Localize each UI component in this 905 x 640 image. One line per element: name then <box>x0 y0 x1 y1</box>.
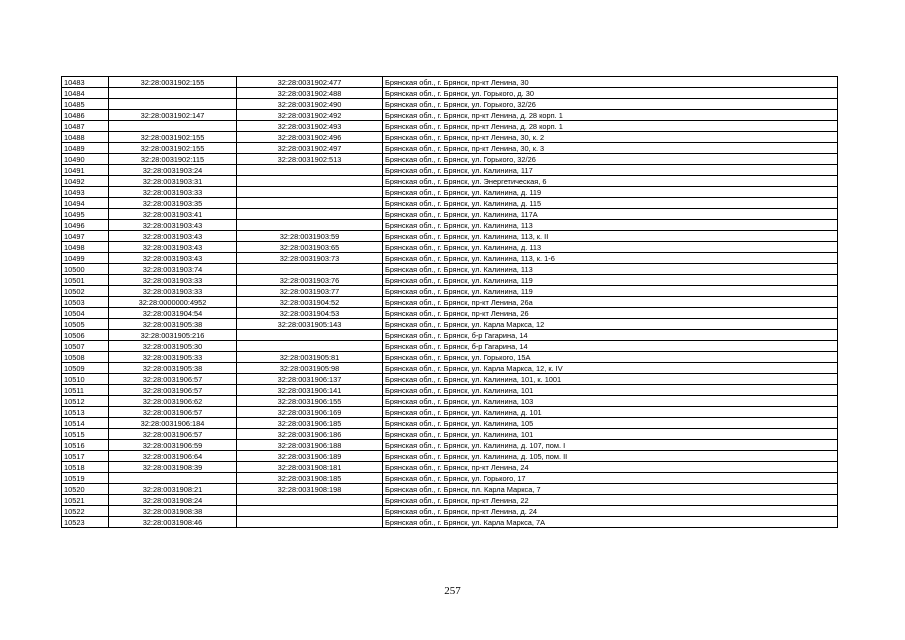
table-row <box>62 473 838 484</box>
parcel-number-cell: 32:28:0031903:33 <box>109 187 237 198</box>
table-row <box>62 341 838 352</box>
parcel-number-cell: 32:28:0031903:31 <box>109 176 237 187</box>
parcel-number-cell: 32:28:0031908:21 <box>109 484 237 495</box>
table-row <box>62 451 838 462</box>
building-number-cell: 32:28:0031906:188 <box>237 440 383 451</box>
address-cell: Брянская обл., г. Брянск, ул. Горького, 17 <box>383 473 838 484</box>
table-row <box>62 220 838 231</box>
row-number-cell: 10487 <box>62 121 109 132</box>
parcel-number-cell: 32:28:0031905:38 <box>109 319 237 330</box>
parcel-number-cell: 32:28:0031906:57 <box>109 407 237 418</box>
table-row <box>62 77 838 88</box>
address-cell: Брянская обл., г. Брянск, ул. Калинина, 117 <box>383 165 838 176</box>
page-number: 257 <box>444 585 461 597</box>
row-number-cell: 10506 <box>62 330 109 341</box>
row-number-cell: 10494 <box>62 198 109 209</box>
parcel-number-cell: 32:28:0031905:33 <box>109 352 237 363</box>
row-number-cell: 10495 <box>62 209 109 220</box>
building-number-cell: 32:28:0031902:496 <box>237 132 383 143</box>
row-number-cell: 10492 <box>62 176 109 187</box>
row-number-cell: 10510 <box>62 374 109 385</box>
row-number-cell: 10516 <box>62 440 109 451</box>
table-row <box>62 407 838 418</box>
address-cell: Брянская обл., г. Брянск, б-р Гагарина, 14 <box>383 341 838 352</box>
building-number-cell <box>237 198 383 209</box>
building-number-cell: 32:28:0031906:189 <box>237 451 383 462</box>
parcel-number-cell: 32:28:0031908:24 <box>109 495 237 506</box>
address-cell: Брянская обл., г. Брянск, ул. Карла Маркса, 7А <box>383 517 838 528</box>
row-number-cell: 10519 <box>62 473 109 484</box>
parcel-number-cell: 32:28:0031905:38 <box>109 363 237 374</box>
address-cell: Брянская обл., г. Брянск, ул. Калинина, 113, к. 1-6 <box>383 253 838 264</box>
parcel-number-cell <box>109 121 237 132</box>
row-number-cell: 10515 <box>62 429 109 440</box>
row-number-cell: 10513 <box>62 407 109 418</box>
address-cell: Брянская обл., г. Брянск, ул. Калинина, 105 <box>383 418 838 429</box>
row-number-cell: 10504 <box>62 308 109 319</box>
address-cell: Брянская обл., г. Брянск, пр-кт Ленина, 30, к. 2 <box>383 132 838 143</box>
parcel-number-cell: 32:28:0031903:43 <box>109 220 237 231</box>
table-row <box>62 253 838 264</box>
row-number-cell: 10522 <box>62 506 109 517</box>
table-row <box>62 132 838 143</box>
address-cell: Брянская обл., г. Брянск, ул. Горького, д. 30 <box>383 88 838 99</box>
address-cell: Брянская обл., г. Брянск, пр-кт Ленина, 22 <box>383 495 838 506</box>
parcel-number-cell: 32:28:0031902:155 <box>109 143 237 154</box>
parcel-number-cell: 32:28:0031906:62 <box>109 396 237 407</box>
address-cell: Брянская обл., г. Брянск, ул. Калинина, 101 <box>383 429 838 440</box>
building-number-cell: 32:28:0031903:77 <box>237 286 383 297</box>
row-number-cell: 10499 <box>62 253 109 264</box>
address-cell: Брянская обл., г. Брянск, ул. Калинина, д. 119 <box>383 187 838 198</box>
table-row <box>62 330 838 341</box>
row-number-cell: 10523 <box>62 517 109 528</box>
address-cell: Брянская обл., г. Брянск, пл. Карла Маркса, 7 <box>383 484 838 495</box>
building-number-cell: 32:28:0031908:185 <box>237 473 383 484</box>
building-number-cell <box>237 187 383 198</box>
parcel-number-cell <box>109 473 237 484</box>
building-number-cell: 32:28:0031906:155 <box>237 396 383 407</box>
row-number-cell: 10496 <box>62 220 109 231</box>
registry-table <box>61 76 838 528</box>
address-cell: Брянская обл., г. Брянск, ул. Калинина, 119 <box>383 286 838 297</box>
address-cell: Брянская обл., г. Брянск, ул. Энергетическая, 6 <box>383 176 838 187</box>
row-number-cell: 10511 <box>62 385 109 396</box>
building-number-cell: 32:28:0031902:477 <box>237 77 383 88</box>
address-cell: Брянская обл., г. Брянск, ул. Калинина, д. 113 <box>383 242 838 253</box>
building-number-cell: 32:28:0031902:493 <box>237 121 383 132</box>
parcel-number-cell: 32:28:0031903:33 <box>109 286 237 297</box>
address-cell: Брянская обл., г. Брянск, ул. Калинина, 103 <box>383 396 838 407</box>
table-row <box>62 385 838 396</box>
building-number-cell: 32:28:0031903:65 <box>237 242 383 253</box>
building-number-cell: 32:28:0031902:488 <box>237 88 383 99</box>
building-number-cell: 32:28:0031905:81 <box>237 352 383 363</box>
table-row <box>62 484 838 495</box>
table-row <box>62 99 838 110</box>
table-row <box>62 308 838 319</box>
row-number-cell: 10490 <box>62 154 109 165</box>
parcel-number-cell: 32:28:0031903:43 <box>109 231 237 242</box>
parcel-number-cell: 32:28:0031906:59 <box>109 440 237 451</box>
building-number-cell: 32:28:0031904:52 <box>237 297 383 308</box>
building-number-cell: 32:28:0031905:98 <box>237 363 383 374</box>
address-cell: Брянская обл., г. Брянск, ул. Калинина, 119 <box>383 275 838 286</box>
address-cell: Брянская обл., г. Брянск, пр-кт Ленина, д. 24 <box>383 506 838 517</box>
table-row <box>62 495 838 506</box>
address-cell: Брянская обл., г. Брянск, ул. Карла Маркса, 12 <box>383 319 838 330</box>
address-cell: Брянская обл., г. Брянск, ул. Калинина, д. 115 <box>383 198 838 209</box>
parcel-number-cell: 32:28:0031903:33 <box>109 275 237 286</box>
row-number-cell: 10489 <box>62 143 109 154</box>
table-row <box>62 143 838 154</box>
address-cell: Брянская обл., г. Брянск, ул. Горького, 15А <box>383 352 838 363</box>
parcel-number-cell: 32:28:0031906:57 <box>109 374 237 385</box>
building-number-cell: 32:28:0031904:53 <box>237 308 383 319</box>
building-number-cell: 32:28:0031902:490 <box>237 99 383 110</box>
building-number-cell <box>237 341 383 352</box>
address-cell: Брянская обл., г. Брянск, пр-кт Ленина, д. 28 корп. 1 <box>383 121 838 132</box>
table-row <box>62 374 838 385</box>
building-number-cell <box>237 176 383 187</box>
address-cell: Брянская обл., г. Брянск, ул. Калинина, д. 107, пом. I <box>383 440 838 451</box>
parcel-number-cell: 32:28:0031905:30 <box>109 341 237 352</box>
table-row <box>62 165 838 176</box>
table-row <box>62 286 838 297</box>
row-number-cell: 10498 <box>62 242 109 253</box>
table-row <box>62 187 838 198</box>
table-row <box>62 462 838 473</box>
table-row <box>62 297 838 308</box>
row-number-cell: 10503 <box>62 297 109 308</box>
building-number-cell: 32:28:0031905:143 <box>237 319 383 330</box>
address-cell: Брянская обл., г. Брянск, б-р Гагарина, 14 <box>383 330 838 341</box>
address-cell: Брянская обл., г. Брянск, ул. Калинина, д. 101 <box>383 407 838 418</box>
building-number-cell: 32:28:0031906:137 <box>237 374 383 385</box>
table-row <box>62 209 838 220</box>
parcel-number-cell: 32:28:0031902:115 <box>109 154 237 165</box>
address-cell: Брянская обл., г. Брянск, ул. Калинина, 101 <box>383 385 838 396</box>
table-row <box>62 440 838 451</box>
table-row <box>62 154 838 165</box>
table-row <box>62 363 838 374</box>
address-cell: Брянская обл., г. Брянск, ул. Калинина, д. 105, пом. II <box>383 451 838 462</box>
parcel-number-cell: 32:28:0031903:41 <box>109 209 237 220</box>
row-number-cell: 10508 <box>62 352 109 363</box>
row-number-cell: 10488 <box>62 132 109 143</box>
building-number-cell: 32:28:0031906:169 <box>237 407 383 418</box>
parcel-number-cell: 32:28:0031905:216 <box>109 330 237 341</box>
parcel-number-cell <box>109 88 237 99</box>
parcel-number-cell: 32:28:0031908:46 <box>109 517 237 528</box>
address-cell: Брянская обл., г. Брянск, ул. Калинина, 117А <box>383 209 838 220</box>
address-cell: Брянская обл., г. Брянск, ул. Карла Маркса, 12, к. IV <box>383 363 838 374</box>
parcel-number-cell: 32:28:0031908:39 <box>109 462 237 473</box>
row-number-cell: 10509 <box>62 363 109 374</box>
parcel-number-cell: 32:28:0031902:155 <box>109 132 237 143</box>
parcel-number-cell: 32:28:0031903:35 <box>109 198 237 209</box>
building-number-cell: 32:28:0031906:141 <box>237 385 383 396</box>
address-cell: Брянская обл., г. Брянск, ул. Калинина, 101, к. 1001 <box>383 374 838 385</box>
table-row <box>62 517 838 528</box>
building-number-cell: 32:28:0031902:497 <box>237 143 383 154</box>
address-cell: Брянская обл., г. Брянск, ул. Калинина, 113, к. II <box>383 231 838 242</box>
parcel-number-cell: 32:28:0000000:4952 <box>109 297 237 308</box>
building-number-cell: 32:28:0031906:186 <box>237 429 383 440</box>
table-row <box>62 319 838 330</box>
table-row <box>62 176 838 187</box>
building-number-cell: 32:28:0031903:59 <box>237 231 383 242</box>
address-cell: Брянская обл., г. Брянск, ул. Калинина, 113 <box>383 220 838 231</box>
address-cell: Брянская обл., г. Брянск, пр-кт Ленина, 24 <box>383 462 838 473</box>
row-number-cell: 10521 <box>62 495 109 506</box>
table-row <box>62 429 838 440</box>
row-number-cell: 10484 <box>62 88 109 99</box>
building-number-cell: 32:28:0031902:492 <box>237 110 383 121</box>
row-number-cell: 10500 <box>62 264 109 275</box>
row-number-cell: 10502 <box>62 286 109 297</box>
row-number-cell: 10520 <box>62 484 109 495</box>
parcel-number-cell: 32:28:0031902:155 <box>109 77 237 88</box>
parcel-number-cell: 32:28:0031903:43 <box>109 242 237 253</box>
parcel-number-cell: 32:28:0031902:147 <box>109 110 237 121</box>
address-cell: Брянская обл., г. Брянск, пр-кт Ленина, 26а <box>383 297 838 308</box>
building-number-cell <box>237 220 383 231</box>
building-number-cell <box>237 165 383 176</box>
parcel-number-cell: 32:28:0031906:184 <box>109 418 237 429</box>
row-number-cell: 10505 <box>62 319 109 330</box>
parcel-number-cell <box>109 99 237 110</box>
table-row <box>62 506 838 517</box>
building-number-cell <box>237 264 383 275</box>
building-number-cell: 32:28:0031903:73 <box>237 253 383 264</box>
parcel-number-cell: 32:28:0031904:54 <box>109 308 237 319</box>
building-number-cell: 32:28:0031902:513 <box>237 154 383 165</box>
table-row <box>62 396 838 407</box>
address-cell: Брянская обл., г. Брянск, пр-кт Ленина, 30 <box>383 77 838 88</box>
table-row <box>62 242 838 253</box>
building-number-cell <box>237 209 383 220</box>
row-number-cell: 10483 <box>62 77 109 88</box>
row-number-cell: 10493 <box>62 187 109 198</box>
building-number-cell <box>237 330 383 341</box>
building-number-cell: 32:28:0031903:76 <box>237 275 383 286</box>
parcel-number-cell: 32:28:0031903:74 <box>109 264 237 275</box>
row-number-cell: 10486 <box>62 110 109 121</box>
building-number-cell <box>237 506 383 517</box>
row-number-cell: 10517 <box>62 451 109 462</box>
table-row <box>62 275 838 286</box>
parcel-number-cell: 32:28:0031903:24 <box>109 165 237 176</box>
table-row <box>62 231 838 242</box>
building-number-cell <box>237 517 383 528</box>
table-row <box>62 198 838 209</box>
parcel-number-cell: 32:28:0031906:57 <box>109 385 237 396</box>
address-cell: Брянская обл., г. Брянск, ул. Горького, 32/26 <box>383 154 838 165</box>
row-number-cell: 10512 <box>62 396 109 407</box>
table-row <box>62 88 838 99</box>
parcel-number-cell: 32:28:0031903:43 <box>109 253 237 264</box>
table-row <box>62 110 838 121</box>
address-cell: Брянская обл., г. Брянск, пр-кт Ленина, 30, к. 3 <box>383 143 838 154</box>
table-row <box>62 264 838 275</box>
address-cell: Брянская обл., г. Брянск, пр-кт Ленина, 26 <box>383 308 838 319</box>
address-cell: Брянская обл., г. Брянск, ул. Калинина, 113 <box>383 264 838 275</box>
registry-table-body <box>62 77 838 528</box>
parcel-number-cell: 32:28:0031906:64 <box>109 451 237 462</box>
building-number-cell: 32:28:0031906:185 <box>237 418 383 429</box>
table-row <box>62 418 838 429</box>
row-number-cell: 10514 <box>62 418 109 429</box>
building-number-cell <box>237 495 383 506</box>
building-number-cell: 32:28:0031908:198 <box>237 484 383 495</box>
table-row <box>62 121 838 132</box>
row-number-cell: 10485 <box>62 99 109 110</box>
parcel-number-cell: 32:28:0031906:57 <box>109 429 237 440</box>
row-number-cell: 10518 <box>62 462 109 473</box>
table-row <box>62 352 838 363</box>
row-number-cell: 10501 <box>62 275 109 286</box>
address-cell: Брянская обл., г. Брянск, пр-кт Ленина, д. 28 корп. 1 <box>383 110 838 121</box>
row-number-cell: 10507 <box>62 341 109 352</box>
building-number-cell: 32:28:0031908:181 <box>237 462 383 473</box>
row-number-cell: 10491 <box>62 165 109 176</box>
row-number-cell: 10497 <box>62 231 109 242</box>
parcel-number-cell: 32:28:0031908:38 <box>109 506 237 517</box>
address-cell: Брянская обл., г. Брянск, ул. Горького, 32/26 <box>383 99 838 110</box>
